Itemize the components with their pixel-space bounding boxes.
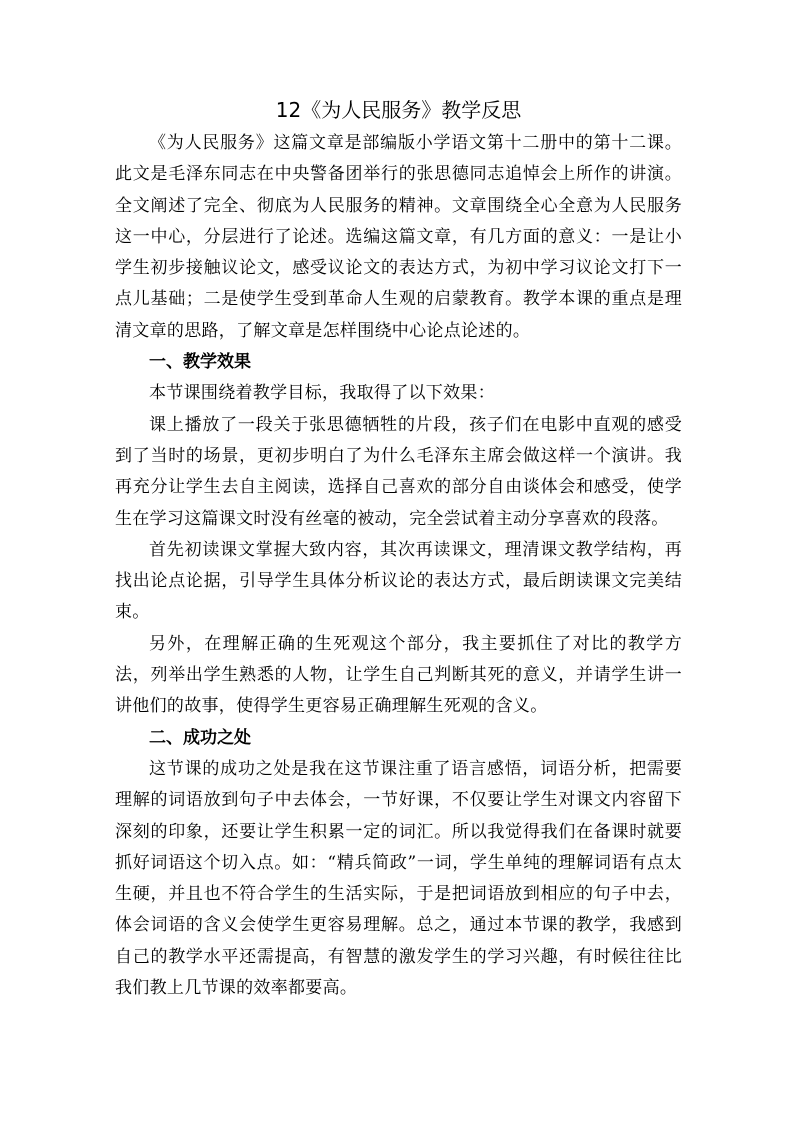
section1-paragraph-4: 另外，在理解正确的生死观这个部分，我主要抓住了对比的教学方法，列举出学生熟悉的人物，让学生自己判断其死的意义，并请学生讲一讲他们的故事，使得学生更容易正确理解生死观的含义。	[115, 633, 682, 717]
section2-paragraph-1: 这节课的成功之处是我在这节课注重了语言感悟，词语分析，把需要理解的词语放到句子中去体会，一节好课，不仅要让学生对课文内容留下深刻的印象，还要让学生积累一定的词汇。所以我觉得我们在备课时就要抓好词语这个切入点。如：“精兵简政”一词，学生单纯的理解词语有点太生硬，并且也不符合学生的生活实际，于是把词语放到相应的句子中去，体会词语的含义会使学生更容易理解。总之，通过本节课的教学，我感到自己的教学水平还需提高，有智慧的激发学生的学习兴趣，有时候往往比我们教上几节课的效率都要高。	[115, 758, 682, 999]
intro-paragraph: 《为人民服务》这篇文章是部编版小学语文第十二册中的第十二课。此文是毛泽东同志在中央警备团举行的张思德同志追悼会上所作的讲演。全文阐述了完全、彻底为人民服务的精神。文章围绕全心全意为人民服务这一中心，分层进行了论述。选编这篇文章，有几方面的意义：一是让小学生初步接触议论文，感受议论文的表达方式，为初中学习议论文打下一点儿基础；二是使学生受到革命人生观的启蒙教育。教学本课的重点是理清文章的思路，了解文章是怎样围绕中心论点论述的。	[115, 133, 682, 341]
section1-paragraph-2: 课上播放了一段关于张思德牺牲的片段，孩子们在电影中直观的感受到了当时的场景，更初步明白了为什么毛泽东主席会做这样一个演讲。我再充分让学生去自主阅读，选择自己喜欢的部分自由谈体会和感受，使学生在学习这篇课文时没有丝毫的被动，完全尝试着主动分享喜欢的段落。	[115, 414, 682, 529]
section-heading-teaching-effect: 一、教学效果	[149, 352, 251, 373]
section-heading-success: 二、成功之处	[149, 727, 251, 748]
section1-paragraph-3: 首先初读课文掌握大致内容，其次再读课文，理清课文教学结构，再找出论点论据，引导学生具体分析议论的表达方式，最后朗读课文完美结束。	[115, 539, 682, 623]
section1-paragraph-1: 本节课围绕着教学目标，我取得了以下效果：	[149, 383, 495, 404]
document-body	[115, 92, 682, 1004]
document-title: 12《为人民服务》教学反思	[275, 98, 522, 122]
